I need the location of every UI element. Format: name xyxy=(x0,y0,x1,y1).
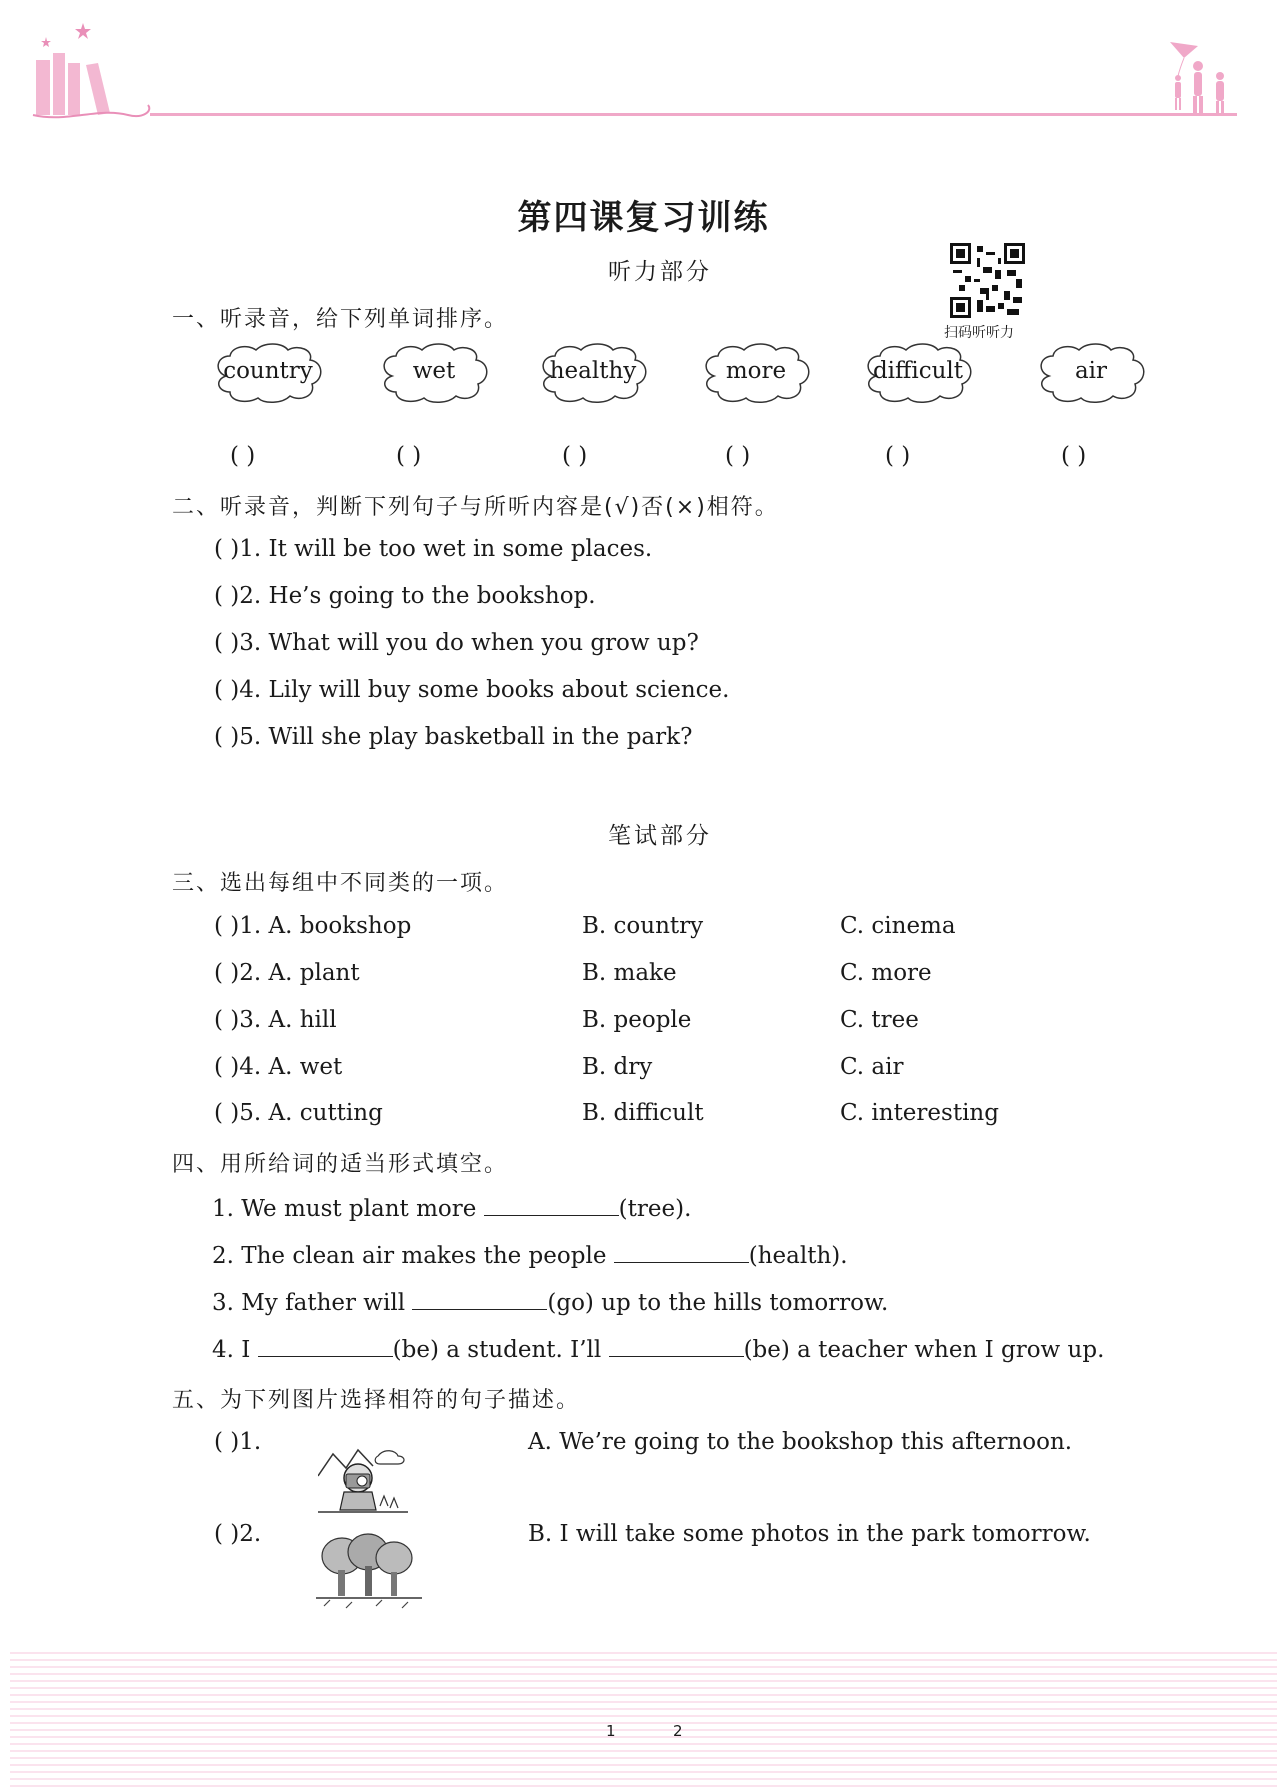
choice-b: B. country xyxy=(582,913,704,939)
fill-item xyxy=(212,1195,691,1222)
star-icon xyxy=(41,23,91,47)
page-title: 第四课复习训练 xyxy=(517,198,770,238)
fill-text: (go) up to the hills tomorrow. xyxy=(547,1290,889,1316)
word-cloud xyxy=(537,342,649,406)
choice-item[interactable]: ( )1. A. bookshop xyxy=(214,913,412,939)
word-cloud xyxy=(700,342,812,406)
judge-item[interactable]: ( )1. It will be too wet in some places. xyxy=(214,536,653,562)
fill-text: (health). xyxy=(748,1243,848,1269)
judge-item[interactable]: ( )2. He’s going to the bookshop. xyxy=(214,583,596,609)
answer-blank[interactable]: ( ) xyxy=(562,443,588,469)
word-cloud xyxy=(212,342,324,406)
page-number-right: 2 xyxy=(673,1722,683,1740)
answer-blank[interactable]: ( ) xyxy=(885,443,911,469)
section5-heading: 五、为下列图片选择相符的句子描述。 xyxy=(172,1388,581,1413)
qr-label: 扫码听听力 xyxy=(944,325,1014,341)
choice-b: B. make xyxy=(582,960,677,986)
photographer-picture xyxy=(318,1436,408,1518)
answer-blank[interactable]: ( ) xyxy=(230,443,256,469)
judge-item[interactable]: ( )4. Lily will buy some books about science. xyxy=(214,677,730,703)
judge-item[interactable]: ( )3. What will you do when you grow up? xyxy=(214,630,699,656)
section3-heading: 三、选出每组中不同类的一项。 xyxy=(172,871,509,896)
word-label: air xyxy=(1074,358,1108,384)
section1-heading: 一、听录音，给下列单词排序。 xyxy=(172,307,509,332)
page-number-left: 1 xyxy=(606,1722,616,1740)
qr-code-icon xyxy=(950,243,1025,318)
books-icon xyxy=(36,53,110,115)
fill-text: (be) a student. I’ll xyxy=(392,1337,609,1363)
word-label: healthy xyxy=(549,358,637,384)
word-label: difficult xyxy=(872,358,964,384)
footer-band xyxy=(10,1652,1277,1789)
fill-text: 3. My father will xyxy=(212,1290,413,1316)
fill-item xyxy=(212,1336,1104,1363)
word-label: more xyxy=(725,358,787,384)
word-cloud xyxy=(1035,342,1147,406)
fill-blank[interactable] xyxy=(484,1195,619,1216)
fill-item xyxy=(212,1289,888,1316)
answer-blank[interactable]: ( ) xyxy=(396,443,422,469)
match-option: A. We’re going to the bookshop this afternoon. xyxy=(528,1429,1073,1455)
header-rule xyxy=(150,113,1237,116)
choice-item[interactable]: ( )5. A. cutting xyxy=(214,1100,383,1126)
family-kite-icon xyxy=(1158,38,1238,118)
fill-text: (be) a teacher when I grow up. xyxy=(743,1337,1105,1363)
fill-blank[interactable] xyxy=(258,1336,393,1357)
trees-picture xyxy=(316,1532,422,1612)
listening-heading: 听力部分 xyxy=(608,259,712,285)
choice-item[interactable]: ( )2. A. plant xyxy=(214,960,360,986)
choice-b: B. people xyxy=(582,1007,692,1033)
choice-b: B. dry xyxy=(582,1054,653,1080)
choice-c: C. more xyxy=(840,960,932,986)
choice-item[interactable]: ( )3. A. hill xyxy=(214,1007,337,1033)
fill-text: 4. I xyxy=(212,1337,258,1363)
fill-blank[interactable] xyxy=(412,1289,547,1310)
word-label: wet xyxy=(412,358,456,384)
fill-text: (tree). xyxy=(618,1196,692,1222)
word-cloud xyxy=(862,342,974,406)
fill-text: 2. The clean air makes the people xyxy=(212,1243,614,1269)
match-item[interactable]: ( )1. xyxy=(214,1429,262,1455)
word-cloud xyxy=(378,342,490,406)
choice-c: C. cinema xyxy=(840,913,956,939)
choice-c: C. tree xyxy=(840,1007,919,1033)
answer-blank[interactable]: ( ) xyxy=(1061,443,1087,469)
header-logo xyxy=(28,15,158,135)
choice-b: B. difficult xyxy=(582,1100,704,1126)
choice-item[interactable]: ( )4. A. wet xyxy=(214,1054,343,1080)
fill-blank[interactable] xyxy=(609,1336,744,1357)
section4-heading: 四、用所给词的适当形式填空。 xyxy=(172,1152,509,1177)
vine-icon xyxy=(33,105,149,117)
match-item[interactable]: ( )2. xyxy=(214,1521,262,1547)
answer-blank[interactable]: ( ) xyxy=(725,443,751,469)
fill-item xyxy=(212,1242,848,1269)
writing-heading: 笔试部分 xyxy=(608,823,712,849)
judge-item[interactable]: ( )5. Will she play basketball in the park? xyxy=(214,724,693,750)
fill-text: 1. We must plant more xyxy=(212,1196,484,1222)
word-label: country xyxy=(223,358,313,384)
choice-c: C. interesting xyxy=(840,1100,999,1126)
match-option: B. I will take some photos in the park tomorrow. xyxy=(528,1521,1091,1547)
fill-blank[interactable] xyxy=(614,1242,749,1263)
section2-heading: 二、听录音，判断下列句子与所听内容是(√)否(×)相符。 xyxy=(172,495,779,520)
choice-c: C. air xyxy=(840,1054,904,1080)
